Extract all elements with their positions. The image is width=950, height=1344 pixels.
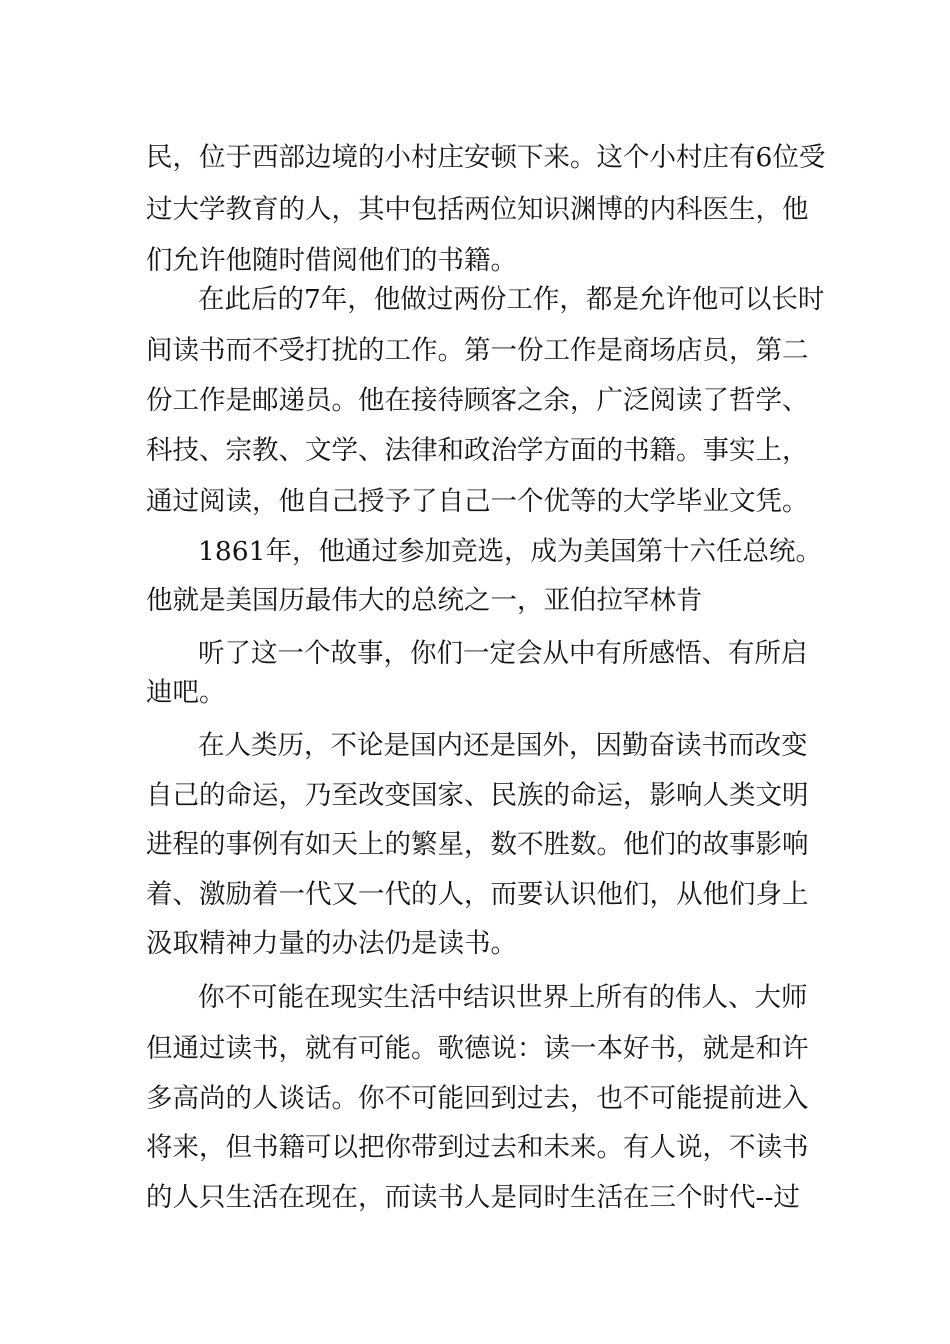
text-line bbox=[0, 280, 950, 320]
text-line-content: 汲取精神力量的办法仍是读书。 bbox=[146, 928, 517, 959]
text-line-content: 他就是美国历最伟大的总统之一，亚伯拉罕林肯 bbox=[146, 585, 703, 616]
text-line bbox=[0, 825, 950, 865]
text-line-content: 迪吧。 bbox=[146, 677, 226, 708]
text-line bbox=[0, 138, 950, 178]
text-line-content: 在人类历，不论是国内还是国外，因勤奋读书而改变 bbox=[198, 730, 808, 761]
text-line-content: 份工作是邮递员。他在接待顾客之余，广泛阅读了哲学、 bbox=[146, 385, 809, 416]
text-line bbox=[0, 431, 950, 471]
text-line bbox=[0, 532, 950, 572]
text-line-content: 过大学教育的人，其中包括两位知识渊博的内科医生，他 bbox=[146, 194, 809, 225]
text-line-content: 自己的命运，乃至改变国家、民族的命运，影响人类文明 bbox=[146, 780, 809, 811]
text-line bbox=[0, 924, 950, 964]
text-line-content: 们允许他随时借阅他们的书籍。 bbox=[146, 245, 517, 276]
text-line-content: 通过阅读，他自己授予了自己一个优等的大学毕业文凭。 bbox=[146, 486, 809, 517]
text-line bbox=[0, 1178, 950, 1218]
text-line-content: 在此后的7年，他做过两份工作，都是允许他可以长时 bbox=[198, 284, 825, 315]
text-line-content: 的人只生活在现在，而读书人是同时生活在三个时代--过 bbox=[146, 1182, 800, 1213]
text-line-content: 1861年，他通过参加竞选，成为美国第十六任总统。 bbox=[198, 536, 822, 567]
text-line bbox=[0, 1029, 950, 1069]
text-line-content: 民，位于西部边境的小村庄安顿下来。这个小村庄有6位受 bbox=[146, 142, 826, 173]
text-line-content: 着、激励着一代又一代的人，而要认识他们，从他们身上 bbox=[146, 879, 809, 910]
text-line bbox=[0, 978, 950, 1018]
text-line bbox=[0, 776, 950, 816]
text-line bbox=[0, 875, 950, 915]
text-line-content: 但通过读书，就有可能。歌德说：读一本好书，就是和许 bbox=[146, 1033, 809, 1064]
text-line bbox=[0, 381, 950, 421]
text-line bbox=[0, 241, 950, 281]
text-line bbox=[0, 331, 950, 371]
text-line bbox=[0, 190, 950, 230]
text-line bbox=[0, 581, 950, 621]
text-line bbox=[0, 482, 950, 522]
text-line bbox=[0, 1079, 950, 1119]
text-line-content: 多高尚的人谈话。你不可能回到过去，也不可能提前进入 bbox=[146, 1083, 809, 1114]
text-line-content: 听了这一个故事，你们一定会从中有所感悟、有所启 bbox=[198, 638, 808, 669]
text-line bbox=[0, 673, 950, 713]
text-line bbox=[0, 634, 950, 674]
text-line-content: 间读书而不受打扰的工作。第一份工作是商场店员，第二 bbox=[146, 335, 809, 366]
text-line-content: 科技、宗教、文学、法律和政治学方面的书籍。事实上， bbox=[146, 435, 809, 466]
text-line bbox=[0, 1128, 950, 1168]
text-line bbox=[0, 726, 950, 766]
text-line-content: 进程的事例有如天上的繁星，数不胜数。他们的故事影响 bbox=[146, 829, 809, 860]
text-line-content: 你不可能在现实生活中结识世界上所有的伟人、大师 bbox=[198, 982, 808, 1013]
text-line-content: 将来，但书籍可以把你带到过去和未来。有人说，不读书 bbox=[146, 1132, 809, 1163]
